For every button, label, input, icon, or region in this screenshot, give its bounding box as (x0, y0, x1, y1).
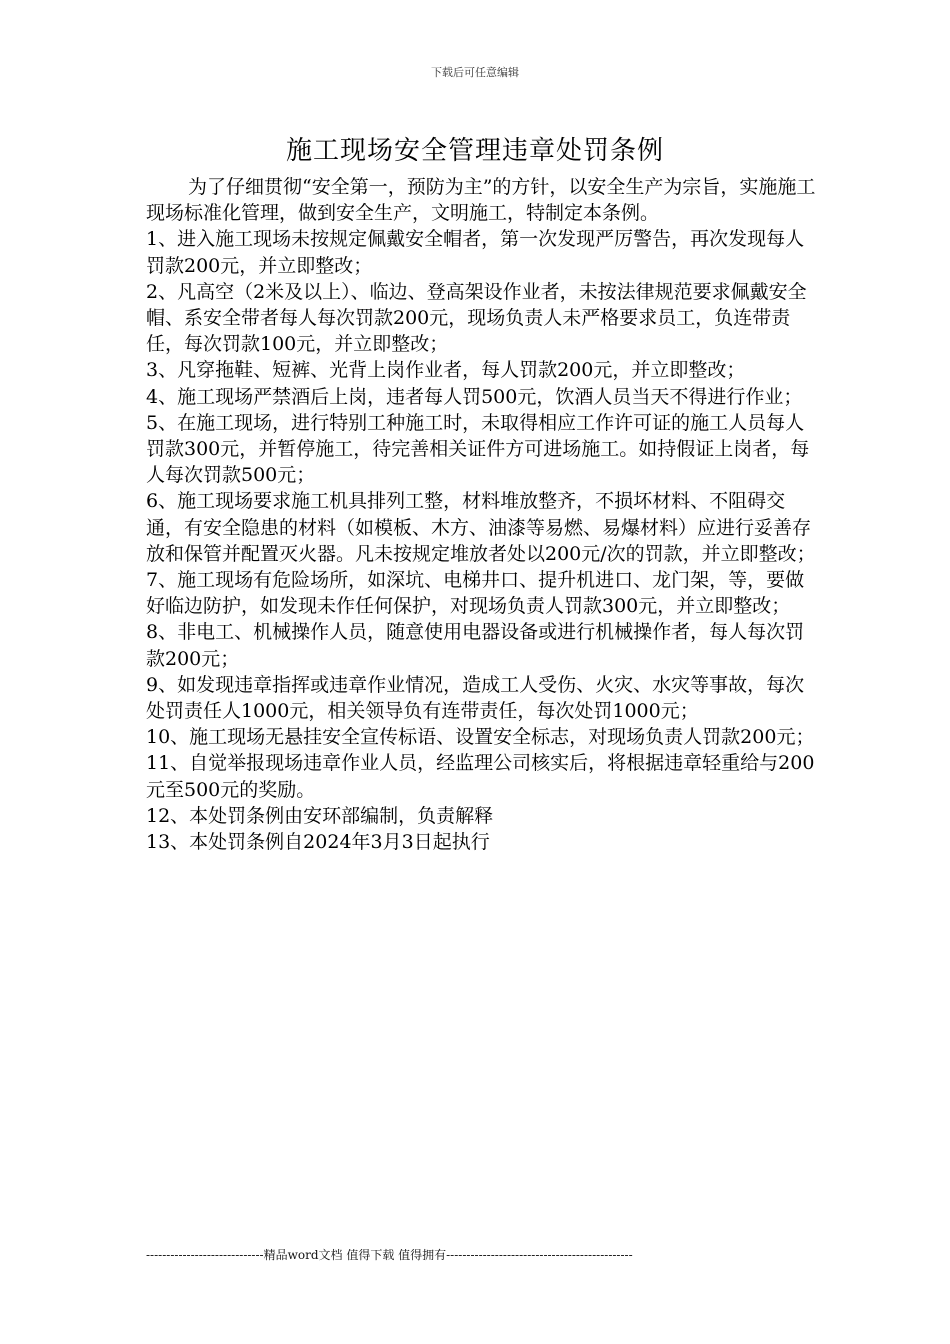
article-2: 2、凡高空（2米及以上）、临边、登高架设作业者，未按法律规范要求佩戴安全帽、系安全带者每人每次罚款200元，现场负责人未严格要求员工，负连带责任，每次罚款100元，并立即整改； (146, 280, 807, 356)
footer-banner: -----------------------------精品word文档 值得下载 值得拥有---------------------------------------------- (146, 1248, 633, 1262)
header-note: 下载后可任意编辑 (431, 66, 519, 79)
article-4: 4、施工现场严禁酒后上岗，违者每人罚500元，饮酒人员当天不得进行作业； (146, 385, 803, 408)
article-11: 11、自觉举报现场违章作业人员，经监理公司核实后，将根据违章轻重给与200元至500元的奖励。 (146, 752, 815, 801)
article-10: 10、施工现场无悬挂安全宣传标语、设置安全标志，对现场负责人罚款200元； (146, 726, 815, 749)
article-7: 7、施工现场有危险场所，如深坑、电梯井口、提升机进口、龙门架，等，要做好临边防护，如发现未作任何保护，对现场负责人罚款300元，并立即整改； (146, 569, 805, 618)
article-5: 5、在施工现场，进行特别工种施工时，未取得相应工作许可证的施工人员每人罚款300元，并暂停施工，待完善相关证件方可进场施工。如持假证上岗者，每人每次罚款500元； (146, 411, 810, 487)
article-1: 1、进入施工现场未按规定佩戴安全帽者，第一次发现严厉警告，再次发现每人罚款200元，并立即整改； (146, 228, 805, 277)
document-title: 施工现场安全管理违章处罚条例 (285, 136, 664, 166)
article-3: 3、凡穿拖鞋、短裤、光背上岗作业者，每人罚款200元，并立即整改； (146, 359, 746, 382)
article-13: 13、本处罚条例自2024年3月3日起执行 (146, 831, 490, 854)
document-body (146, 174, 816, 855)
intro-paragraph: 为了仔细贯彻“安全第一，预防为主”的方针，以安全生产为宗旨，实施施工现场标准化管理，做到安全生产，文明施工，特制定本条例。 (146, 176, 816, 225)
article-8: 8、非电工、机械操作人员，随意使用电器设备或进行机械操作者，每人每次罚款200元； (146, 621, 805, 670)
article-12: 12、本处罚条例由安环部编制，负责解释 (146, 804, 494, 827)
article-9: 9、如发现违章指挥或违章作业情况，造成工人受伤、火灾、水灾等事故，每次处罚责任人1000元，相关领导负有连带责任，每次处罚1000元； (146, 673, 805, 723)
article-6: 6、施工现场要求施工机具排列工整，材料堆放整齐，不损坏材料、不阻碍交通，有安全隐患的材料（如模板、木方、油漆等易燃、易爆材料）应进行妥善存放和保管并配置灭火器。凡未按规定堆放者处以200元/次的罚款，并立即整改； (146, 490, 816, 565)
